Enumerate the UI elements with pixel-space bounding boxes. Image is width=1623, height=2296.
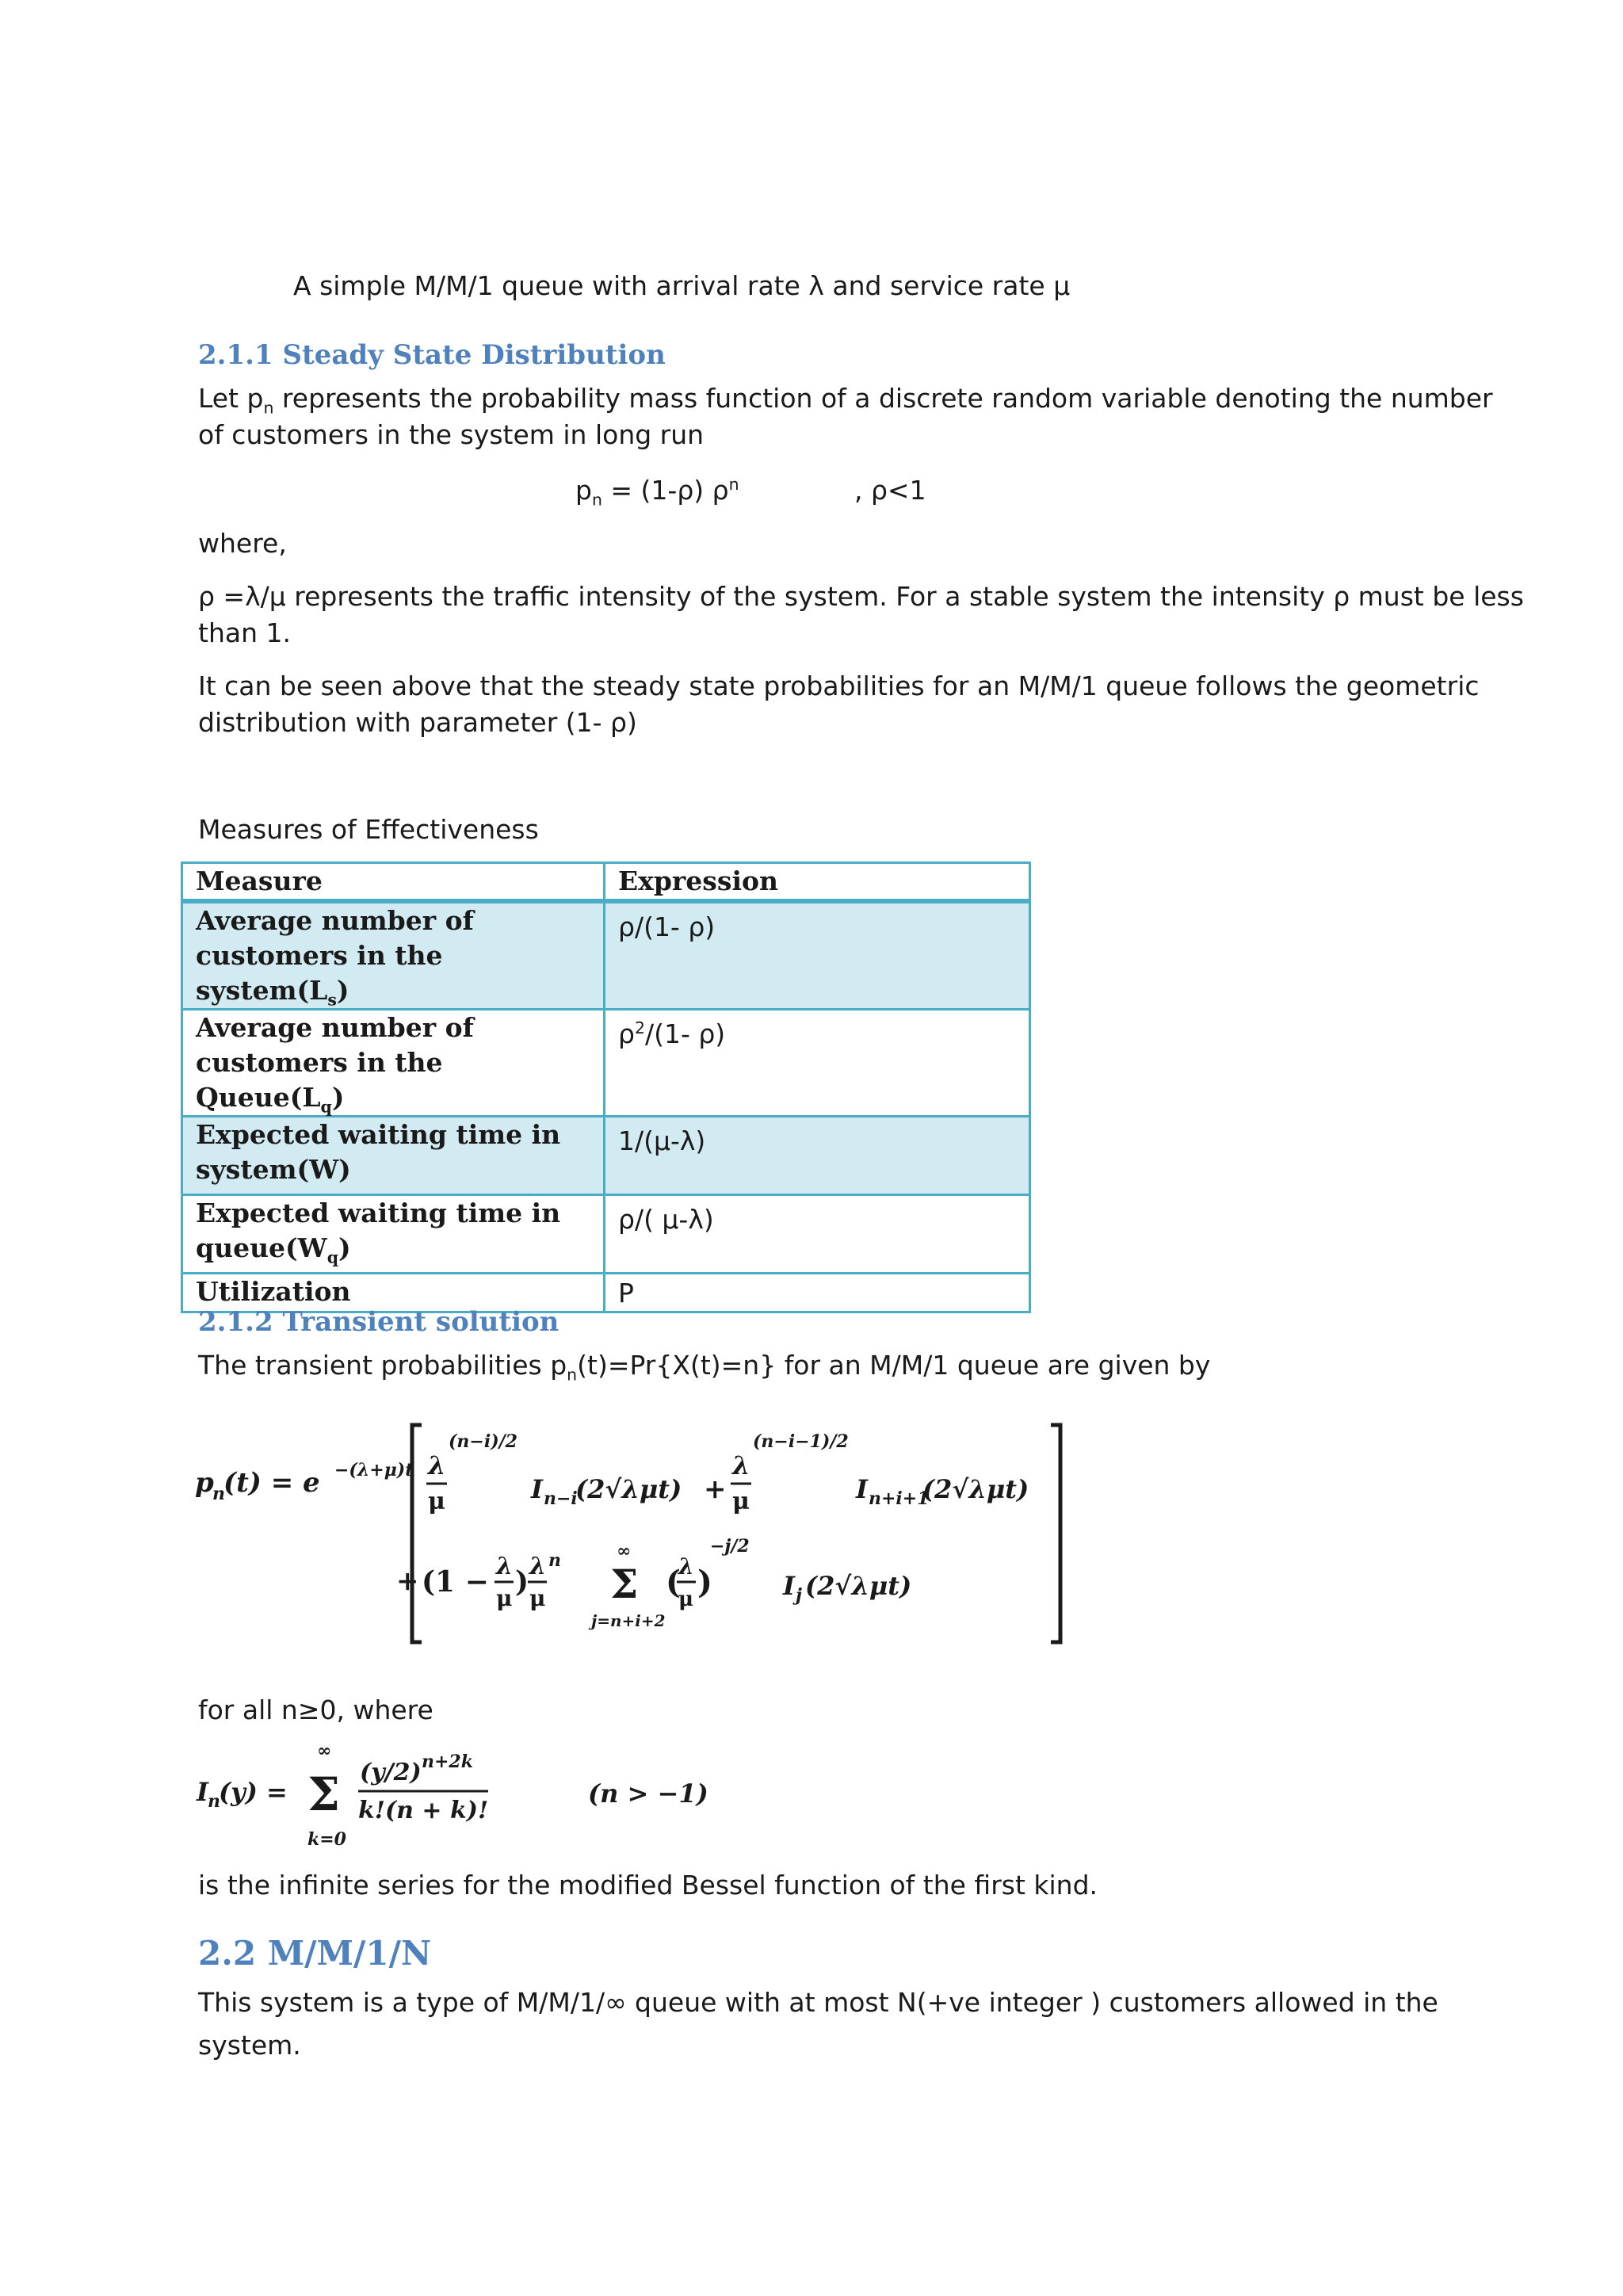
transient-intro (198, 1347, 1210, 1384)
expression-cell: 1/(μ-λ) (605, 1117, 1030, 1195)
eq1-bessel-3: I (783, 1571, 795, 1601)
transient-intro-a: The transient probabilities p (198, 1350, 567, 1381)
transient-equation (190, 1411, 1078, 1648)
eq1-pow-1: (n−i)/2 (449, 1431, 517, 1452)
formula-lhs-sub: n (591, 490, 602, 510)
measure-sub: q (327, 1247, 339, 1267)
transient-intro-sub: n (567, 1365, 578, 1385)
mm1n-line1: This system is a type of M/M/1/∞ queue with at most N(+ve integer ) customers allowed in the (198, 1987, 1438, 2018)
eq1-mu-5: μ (678, 1587, 694, 1611)
eq2-sum-inf: ∞ (317, 1740, 332, 1761)
eq1-lambda-4: λ (529, 1553, 547, 1580)
measure-line2: system(W) (196, 1154, 351, 1185)
where-label: where, (198, 528, 287, 559)
eq2-numerator-sup: n+2k (422, 1752, 473, 1772)
table-row (182, 1010, 1030, 1117)
section-heading-steady-state: 2.1.1 Steady State Distribution (198, 339, 666, 371)
expression-cell: ρ/(1- ρ) (605, 901, 1030, 1010)
steady-intro-prefix: Let p (198, 383, 264, 414)
expression-cell (605, 1010, 1030, 1117)
eq2-denominator: k!(n + k)! (358, 1797, 489, 1824)
eq1-lhs: p (195, 1467, 214, 1499)
eq2-lhs: I (197, 1777, 208, 1807)
steady-intro-rest: represents the probability mass function of a discrete random variable denoting the number (273, 383, 1493, 414)
measure-cell (182, 1195, 605, 1274)
eq2-sigma: Σ (307, 1767, 341, 1821)
formula-lhs: p (575, 475, 592, 506)
expression-cell: ρ/( μ-λ) (605, 1195, 1030, 1274)
eq1-bessel-2: I (856, 1474, 868, 1504)
eq1-pow-2: (n−i−1)/2 (753, 1431, 849, 1452)
measures-table (181, 861, 1031, 1313)
table-header-expression: Expression (605, 863, 1030, 902)
eq2-condition: (n > −1) (588, 1778, 708, 1809)
measures-title: Measures of Effectiveness (198, 814, 539, 845)
eq1-lambda-1: λ (428, 1450, 446, 1480)
measure-end: ) (336, 975, 349, 1006)
eq1-one-minus: (1 − (422, 1565, 489, 1599)
eq1-bessel-3-sub: j (796, 1585, 802, 1606)
eq1-sum-from: j=n+i+2 (591, 1611, 666, 1630)
expr-rho: ρ (618, 1018, 635, 1049)
measure-line2: customers in the system(L (196, 940, 443, 1006)
eq1-pow-n: n (548, 1550, 561, 1571)
eq1-sigma: Σ (610, 1561, 639, 1607)
steady-intro-line1 (198, 380, 1493, 417)
measure-cell: Utilization (182, 1274, 605, 1312)
for-all-text: for all n≥0, where (198, 1694, 433, 1725)
eq1-mu-3: μ (496, 1585, 513, 1611)
mm1n-line2: system. (198, 2030, 301, 2061)
eq1-bessel-1-sub: n−i (544, 1488, 578, 1509)
eq1-plus-1: + (704, 1473, 727, 1505)
steady-intro-sub: n (263, 398, 274, 418)
measure-line2: customers in the Queue(L (196, 1047, 443, 1113)
figure-caption: A simple M/M/1 queue with arrival rate λ and service rate μ (293, 270, 1071, 301)
eq1-lambda-2: λ (732, 1450, 750, 1480)
formula-sup: n (728, 475, 739, 494)
eq1-lhs-arg: (t) = e (223, 1467, 320, 1499)
steady-formula-condition: , ρ<1 (854, 475, 926, 506)
expr-rest: /(1- ρ) (644, 1018, 726, 1049)
table-row (182, 1195, 1030, 1274)
expression-cell: P (605, 1274, 1030, 1312)
eq1-mu-2: μ (732, 1488, 750, 1515)
measure-cell (182, 1010, 605, 1117)
measure-end: ) (338, 1232, 351, 1263)
bessel-equation (190, 1736, 761, 1855)
table-row (182, 901, 1030, 1010)
eq1-pow-j: −j/2 (710, 1536, 750, 1557)
measure-line2: queue(W (196, 1232, 327, 1263)
measure-line1: Average number of (196, 905, 474, 936)
eq1-paren-close: ) (697, 1564, 712, 1601)
rho-line1: ρ =λ/μ represents the traffic intensity of the system. For a stable system the intensity ρ must be less (198, 581, 1524, 612)
eq1-lhs-sub: n (212, 1484, 225, 1504)
eq1-bessel-1: I (531, 1474, 543, 1504)
measure-line1: Average number of (196, 1012, 474, 1043)
geometric-line1: It can be seen above that the steady state probabilities for an M/M/1 queue follows the geometric (198, 670, 1480, 701)
table-header-measure: Measure (182, 863, 605, 902)
geometric-line2: distribution with parameter (1- ρ) (198, 707, 637, 738)
eq1-exp: −(λ+μ)t (334, 1460, 414, 1480)
eq1-paren-open: ( (666, 1564, 681, 1601)
eq2-lhs-sub: n (208, 1791, 220, 1812)
measure-cell (182, 901, 605, 1010)
measure-line1: Expected waiting time in (196, 1198, 561, 1228)
eq1-mu-4: μ (529, 1585, 546, 1611)
eq1-bessel-arg-2: (2√λμt) (922, 1474, 1029, 1504)
table-row (182, 1117, 1030, 1195)
eq1-lambda-3: λ (496, 1553, 514, 1580)
eq1-close-paren: ) (515, 1565, 529, 1599)
formula-eq: = (1-ρ) ρ (601, 475, 729, 506)
steady-formula (575, 472, 739, 509)
eq2-numerator: (y/2) (360, 1759, 422, 1786)
table-header-row (182, 863, 1030, 902)
eq1-bessel-2-sub: n+i+1 (869, 1488, 930, 1509)
steady-intro-line2: of customers in the system in long run (198, 419, 705, 450)
measure-cell (182, 1117, 605, 1195)
expr-sup: 2 (634, 1018, 645, 1037)
eq1-left-bracket (412, 1425, 422, 1642)
bessel-note: is the infinite series for the modified Bessel function of the first kind. (198, 1870, 1098, 1901)
eq1-lambda-5: λ (678, 1553, 694, 1580)
transient-intro-b: (t)=Pr{X(t)=n} for an M/M/1 queue are given by (577, 1350, 1211, 1381)
eq1-mu-1: μ (428, 1488, 445, 1515)
eq1-right-bracket (1051, 1425, 1060, 1642)
measure-line1: Expected waiting time in (196, 1119, 561, 1150)
eq1-sum-inf: ∞ (617, 1541, 632, 1561)
measure-end: ) (331, 1082, 345, 1113)
eq2-lhs-arg: (y) = (219, 1777, 288, 1807)
rho-line2: than 1. (198, 617, 291, 648)
section-heading-mm1n: 2.2 M/M/1/N (198, 1934, 432, 1973)
eq2-sum-from: k=0 (307, 1829, 346, 1850)
eq1-bessel-arg-1: (2√λμt) (575, 1474, 682, 1504)
measure-sub: s (327, 990, 337, 1010)
eq1-bessel-arg-3: (2√λμt) (805, 1571, 912, 1601)
measure-sub: q (320, 1097, 332, 1117)
eq1-plus-2: + (396, 1565, 419, 1597)
section-heading-transient: 2.1.2 Transient solution (198, 1306, 559, 1338)
